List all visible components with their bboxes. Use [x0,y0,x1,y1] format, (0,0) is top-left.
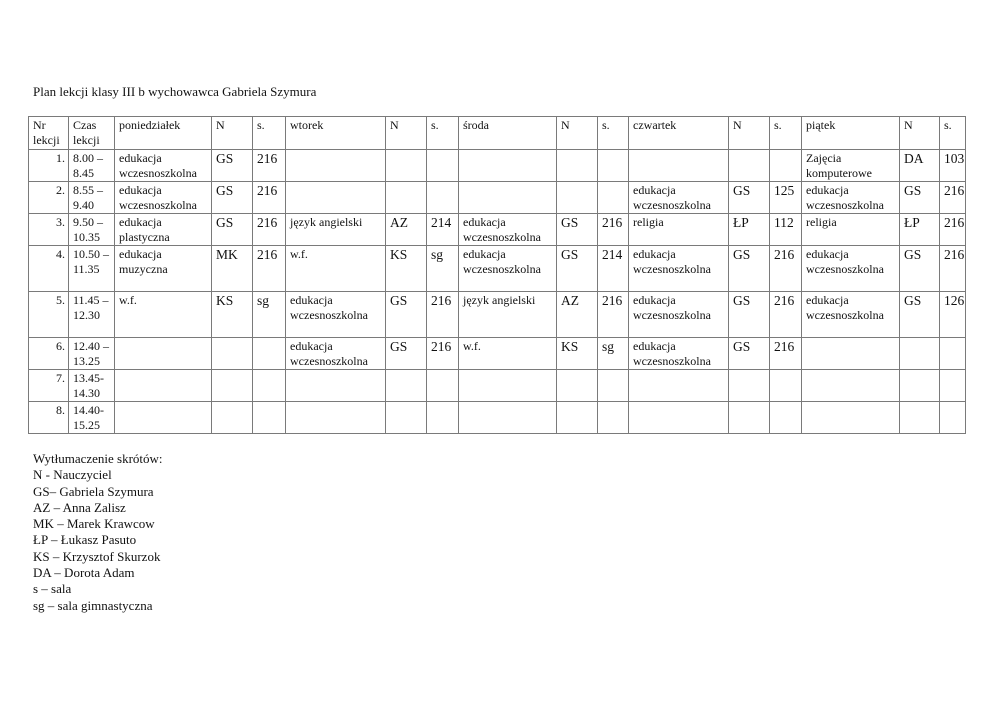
table-cell: edukacja wczesnoszkolna [286,338,386,370]
legend-item: DA – Dorota Adam [33,565,135,581]
table-cell: KS [212,292,253,338]
table-cell [253,370,286,402]
table-cell: język angielski [286,214,386,246]
table-cell [253,338,286,370]
table-row [29,150,966,182]
table-cell: 216 [770,338,802,370]
table-cell: 214 [598,246,629,292]
table-cell: 103 [940,150,966,182]
table-cell [459,150,557,182]
table-header-cell: czwartek [629,117,729,150]
table-cell: sg [427,246,459,292]
table-cell: GS [557,214,598,246]
table-cell: 10.50 – 11.35 [69,246,115,292]
table-cell [115,338,212,370]
table-cell: edukacja wczesnoszkolna [115,182,212,214]
table-cell [557,370,598,402]
table-cell: 216 [770,246,802,292]
legend-heading: Wytłumaczenie skrótów: [33,451,163,466]
table-row [29,246,966,292]
table-header-cell: piątek [802,117,900,150]
table-cell [729,150,770,182]
legend-item: s – sala [33,581,72,597]
table-cell: edukacja wczesnoszkolna [802,292,900,338]
table-header-cell: s. [940,117,966,150]
table-cell [212,338,253,370]
table-cell: edukacja wczesnoszkolna [629,338,729,370]
table-cell: edukacja wczesnoszkolna [629,246,729,292]
table-cell: GS [729,338,770,370]
table-cell: GS [729,292,770,338]
table-cell [598,402,629,434]
table-cell [386,370,427,402]
table-cell [629,370,729,402]
table-cell [212,402,253,434]
table-cell [286,150,386,182]
table-cell: sg [598,338,629,370]
table-header-cell: środa [459,117,557,150]
table-cell [940,402,966,434]
table-header-cell: N [212,117,253,150]
table-cell: w.f. [286,246,386,292]
table-cell: 11.45 – 12.30 [69,292,115,338]
table-cell: edukacja wczesnoszkolna [629,182,729,214]
legend-item: ŁP – Łukasz Pasuto [33,532,137,548]
table-cell [729,370,770,402]
table-cell: 216 [253,182,286,214]
table-cell: AZ [386,214,427,246]
legend-item: MK – Marek Krawcow [33,516,155,532]
table-cell: 216 [940,246,966,292]
table-cell: AZ [557,292,598,338]
table-cell [598,370,629,402]
table-cell: religia [629,214,729,246]
table-cell: MK [212,246,253,292]
table-cell: edukacja wczesnoszkolna [286,292,386,338]
table-cell [900,402,940,434]
table-header-cell: s. [598,117,629,150]
table-cell: 2. [29,182,69,214]
table-cell [286,402,386,434]
table-cell: w.f. [115,292,212,338]
table-cell: GS [212,150,253,182]
table-cell [802,370,900,402]
table-row [29,292,966,338]
table-cell: 8.55 – 9.40 [69,182,115,214]
table-header-cell: wtorek [286,117,386,150]
schedule-table [28,116,966,434]
table-cell [427,182,459,214]
table-header-cell: Czas lekcji [69,117,115,150]
table-cell: edukacja wczesnoszkolna [629,292,729,338]
table-cell [286,370,386,402]
table-cell: 216 [253,246,286,292]
table-cell: 4. [29,246,69,292]
table-cell [900,338,940,370]
table-cell [557,402,598,434]
table-row [29,214,966,246]
table-cell: 8. [29,402,69,434]
table-cell: edukacja plastyczna [115,214,212,246]
table-header-cell: s. [770,117,802,150]
table-cell [386,150,427,182]
table-cell: sg [253,292,286,338]
table-cell: 216 [598,292,629,338]
table-cell: GS [386,292,427,338]
table-cell: 6. [29,338,69,370]
table-cell: 126 [940,292,966,338]
table-row [29,182,966,214]
table-cell: KS [386,246,427,292]
table-cell: 214 [427,214,459,246]
table-header-cell: Nr lekcji [29,117,69,150]
legend-item: GS– Gabriela Szymura [33,483,154,499]
table-cell [629,150,729,182]
table-header-cell: s. [253,117,286,150]
table-cell: GS [729,246,770,292]
table-cell: 3. [29,214,69,246]
table-cell [212,370,253,402]
table-cell: GS [557,246,598,292]
table-cell: 7. [29,370,69,402]
legend-item: sg – sala gimnastyczna [33,597,153,613]
table-cell: ŁP [900,214,940,246]
table-cell [386,402,427,434]
table-header-cell: N [900,117,940,150]
table-cell: 12.40 – 13.25 [69,338,115,370]
table-row [29,370,966,402]
table-cell [115,370,212,402]
legend-item: N - Nauczyciel [33,467,112,483]
table-cell: GS [212,182,253,214]
table-cell [386,182,427,214]
table-cell: GS [386,338,427,370]
legend-item: AZ – Anna Zalisz [33,499,126,515]
table-row [29,402,966,434]
table-cell: 5. [29,292,69,338]
table-cell: 14.40-15.25 [69,402,115,434]
table-cell [427,402,459,434]
table-cell [253,402,286,434]
table-cell: 216 [253,150,286,182]
table-cell: 216 [427,338,459,370]
table-cell: 13.45-14.30 [69,370,115,402]
table-cell: GS [900,182,940,214]
table-cell: GS [900,292,940,338]
table-cell: GS [900,246,940,292]
table-cell [629,402,729,434]
table-cell [770,402,802,434]
table-cell [459,370,557,402]
table-cell [598,182,629,214]
table-cell [770,150,802,182]
table-cell: język angielski [459,292,557,338]
abbreviations-legend [33,451,163,614]
table-cell: edukacja wczesnoszkolna [802,182,900,214]
table-cell [729,402,770,434]
table-header-cell: poniedziałek [115,117,212,150]
table-cell: 8.00 – 8.45 [69,150,115,182]
table-cell: edukacja muzyczna [115,246,212,292]
table-cell: KS [557,338,598,370]
table-cell [459,182,557,214]
table-cell [802,338,900,370]
table-cell [940,338,966,370]
table-cell [598,150,629,182]
table-cell: w.f. [459,338,557,370]
table-cell: 112 [770,214,802,246]
table-cell [770,370,802,402]
table-header-cell: N [557,117,598,150]
table-cell [427,370,459,402]
table-cell [940,370,966,402]
table-cell: 216 [940,182,966,214]
table-cell: edukacja wczesnoszkolna [802,246,900,292]
table-header-cell: s. [427,117,459,150]
table-cell [115,402,212,434]
table-row [29,338,966,370]
table-cell: 216 [253,214,286,246]
table-header-cell: N [386,117,427,150]
legend-item: KS – Krzysztof Skurzok [33,548,161,564]
table-cell: 216 [940,214,966,246]
table-cell: edukacja wczesnoszkolna [459,246,557,292]
table-cell [900,370,940,402]
table-cell: edukacja wczesnoszkolna [459,214,557,246]
table-cell [557,150,598,182]
table-header-cell: N [729,117,770,150]
table-cell: 1. [29,150,69,182]
table-cell: GS [212,214,253,246]
table-cell: ŁP [729,214,770,246]
table-cell [286,182,386,214]
table-cell: 216 [427,292,459,338]
table-cell: 216 [598,214,629,246]
table-cell: DA [900,150,940,182]
table-cell: Zajęcia komputerowe [802,150,900,182]
table-cell: 125 [770,182,802,214]
table-header-row [29,117,966,150]
page-title: Plan lekcji klasy III b wychowawca Gabriela Szymura [33,84,317,99]
table-cell [802,402,900,434]
table-cell: 216 [770,292,802,338]
table-cell [427,150,459,182]
table-cell [459,402,557,434]
table-cell: religia [802,214,900,246]
table-cell: GS [729,182,770,214]
table-cell: 9.50 – 10.35 [69,214,115,246]
table-cell [557,182,598,214]
table-cell: edukacja wczesnoszkolna [115,150,212,182]
